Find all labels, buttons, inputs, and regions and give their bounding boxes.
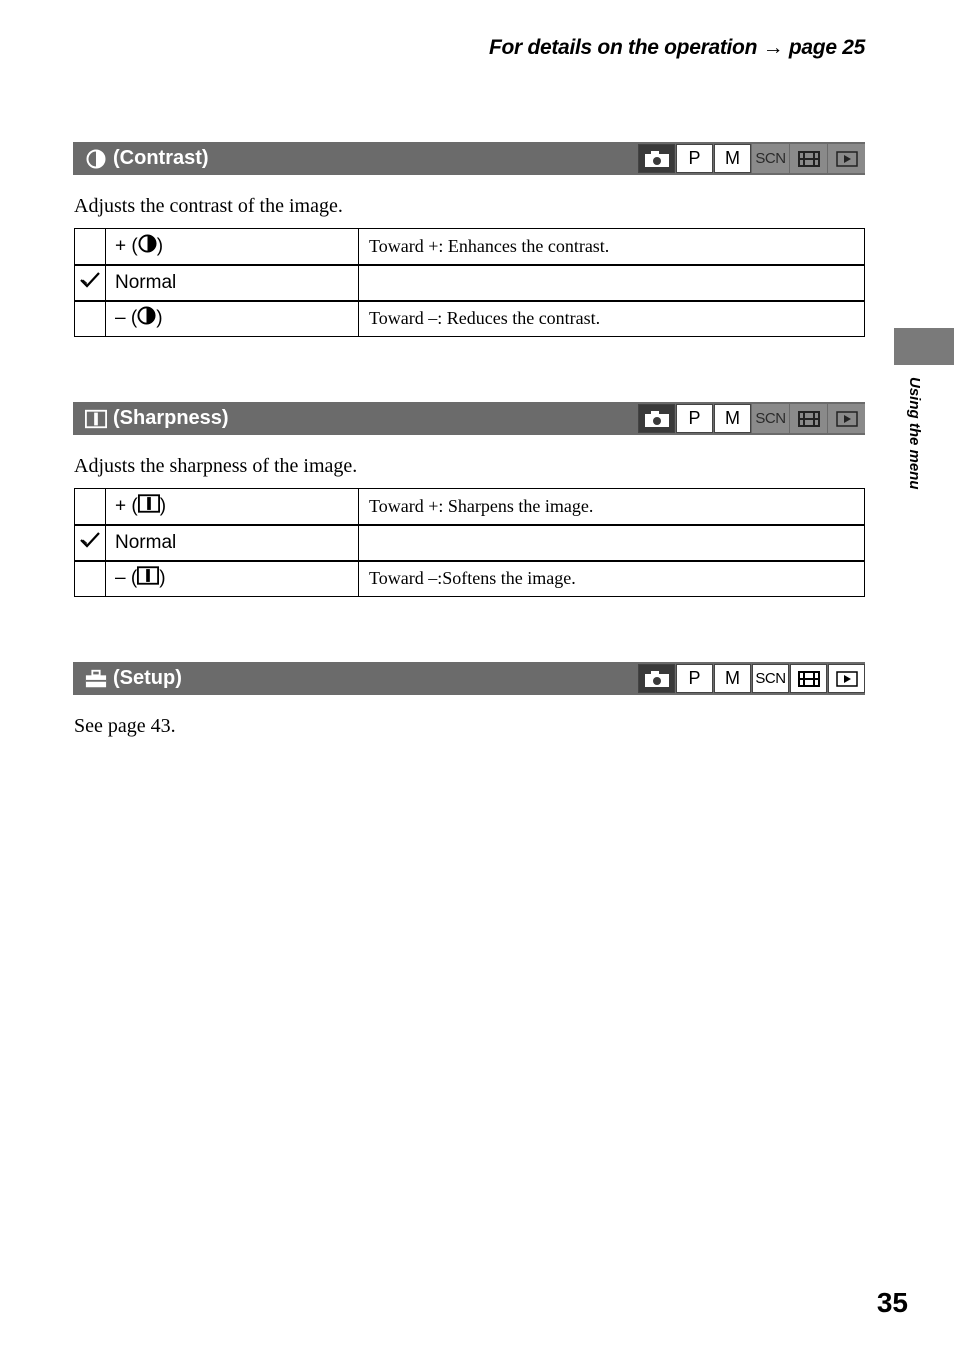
- camera-mode-icon: [638, 404, 675, 433]
- check-cell: [75, 229, 106, 265]
- table-row: [75, 489, 865, 525]
- sharpness-options-table: [74, 488, 865, 597]
- table-row: [75, 265, 865, 301]
- chapter-tab: [894, 328, 954, 365]
- check-cell: [75, 489, 106, 525]
- manual-mode-icon: M: [714, 144, 751, 173]
- section-title: [85, 147, 209, 170]
- program-mode-icon: P: [676, 404, 713, 433]
- page-number: 35: [876, 1287, 908, 1318]
- table-row: [75, 301, 865, 337]
- contrast-section-header: [73, 142, 865, 175]
- option-label: Normal: [106, 525, 359, 561]
- chapter-tab-label: Using the menu: [906, 377, 923, 490]
- default-check-icon: [75, 525, 106, 561]
- mode-availability-strip: [637, 143, 865, 174]
- sharpness-section-header: [73, 402, 865, 435]
- option-explanation: Toward +: Enhances the contrast.: [359, 229, 865, 265]
- option-label: Normal: [106, 265, 359, 301]
- program-mode-icon: P: [676, 664, 713, 693]
- mode-availability-strip: [637, 403, 865, 434]
- table-row: [75, 525, 865, 561]
- contrast-icon: [138, 234, 157, 259]
- setup-section-header: [73, 662, 865, 695]
- sharpness-description: Adjusts the sharpness of the image.: [74, 455, 358, 477]
- scene-mode-icon: SCN: [752, 664, 789, 693]
- option-label: – ( ): [106, 301, 359, 337]
- check-cell: [75, 301, 106, 337]
- option-label: – ( ): [106, 561, 359, 597]
- camera-mode-icon: [638, 144, 675, 173]
- sharpness-icon: [85, 408, 107, 430]
- camera-mode-icon: [638, 664, 675, 693]
- sharpness-icon: [138, 494, 160, 519]
- default-check-icon: [75, 265, 106, 301]
- movie-mode-icon: [790, 144, 827, 173]
- section-title: [85, 667, 182, 690]
- manual-mode-icon: M: [714, 404, 751, 433]
- option-label: + ( ): [106, 489, 359, 525]
- playback-mode-icon: [828, 404, 865, 433]
- mode-availability-strip: [637, 663, 865, 694]
- check-cell: [75, 561, 106, 597]
- sharpness-title-text: (Sharpness): [113, 407, 229, 429]
- table-row: [75, 561, 865, 597]
- operation-reference: For details on the operation → page 25: [489, 36, 865, 59]
- contrast-icon: [137, 306, 156, 331]
- setup-title-text: (Setup): [113, 667, 182, 689]
- playback-mode-icon: [828, 664, 865, 693]
- sharpness-icon: [137, 566, 159, 591]
- option-explanation: Toward –:Softens the image.: [359, 561, 865, 597]
- movie-mode-icon: [790, 664, 827, 693]
- playback-mode-icon: [828, 144, 865, 173]
- contrast-icon: [85, 148, 107, 170]
- scene-mode-icon: SCN: [752, 144, 789, 173]
- table-row: [75, 229, 865, 265]
- contrast-title-text: (Contrast): [113, 147, 209, 169]
- program-mode-icon: P: [676, 144, 713, 173]
- movie-mode-icon: [790, 404, 827, 433]
- option-explanation: [359, 525, 865, 561]
- option-label: + ( ): [106, 229, 359, 265]
- manual-mode-icon: M: [714, 664, 751, 693]
- contrast-description: Adjusts the contrast of the image.: [74, 195, 343, 217]
- option-explanation: Toward –: Reduces the contrast.: [359, 301, 865, 337]
- setup-toolbox-icon: [85, 668, 107, 690]
- option-explanation: Toward +: Sharpens the image.: [359, 489, 865, 525]
- scene-mode-icon: SCN: [752, 404, 789, 433]
- setup-description: See page 43.: [74, 715, 176, 737]
- section-title: [85, 407, 229, 430]
- contrast-options-table: [74, 228, 865, 337]
- option-explanation: [359, 265, 865, 301]
